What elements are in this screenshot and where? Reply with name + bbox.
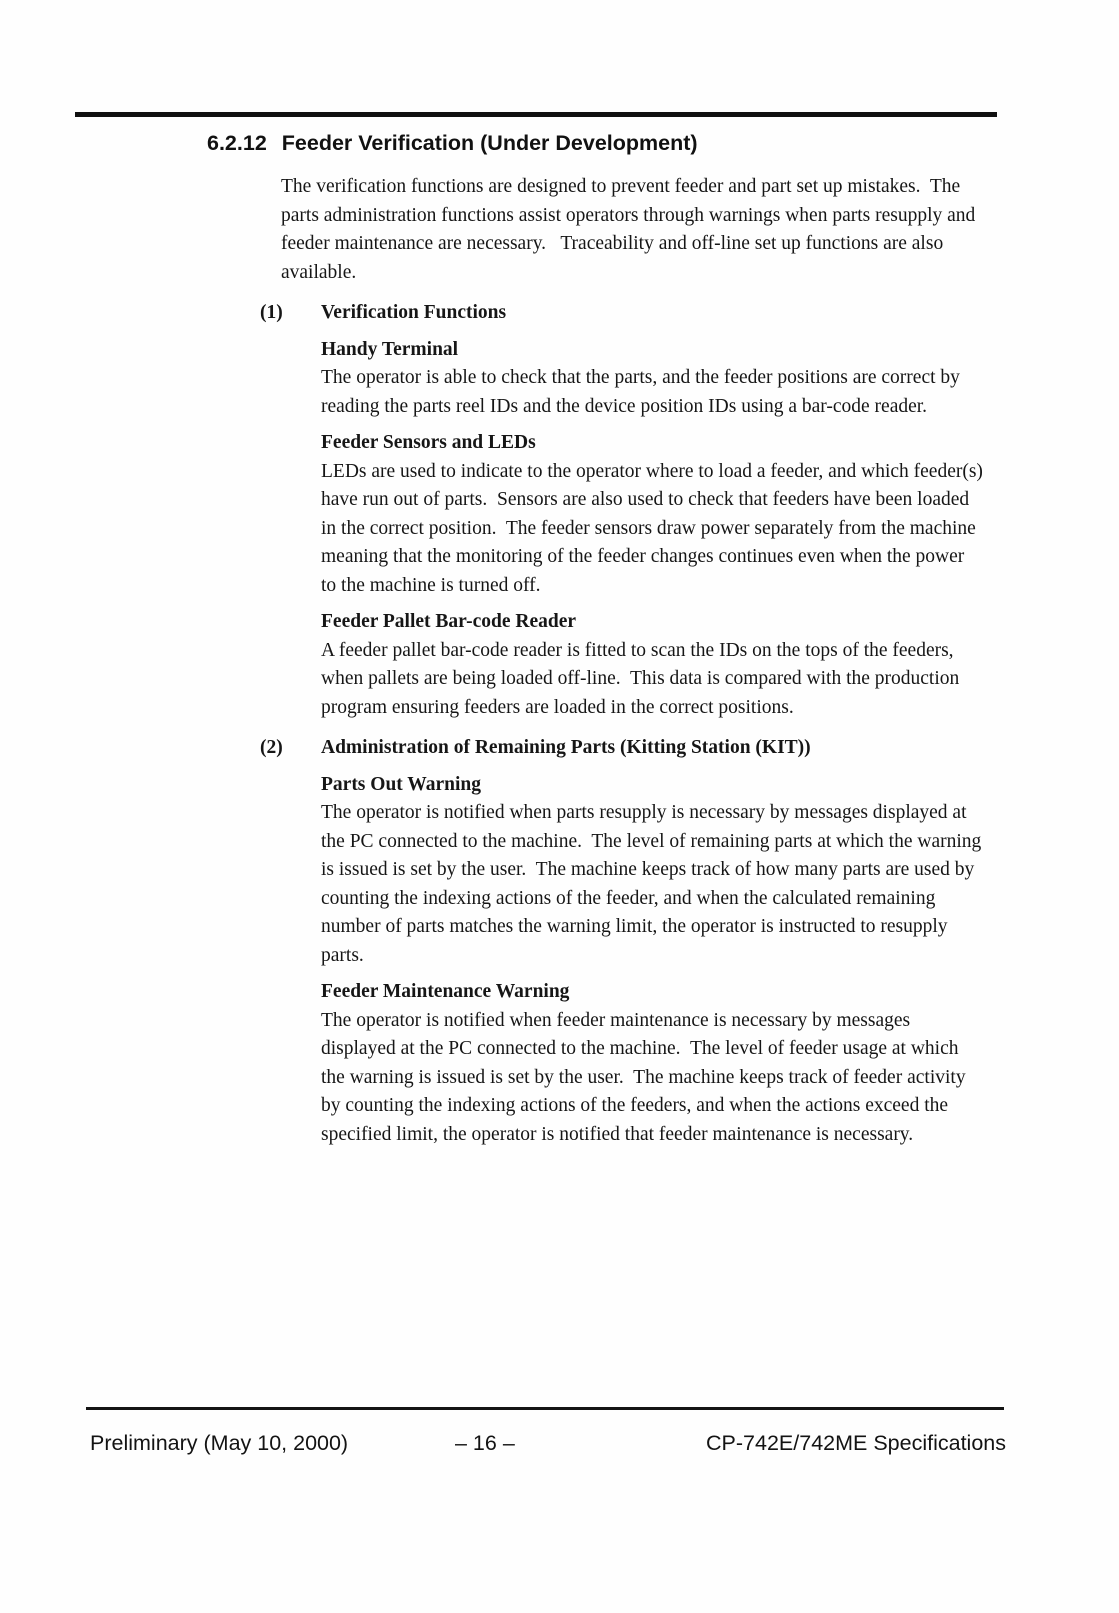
item-number: (1) [260, 302, 283, 323]
section-title: Feeder Verification (Under Development) [281, 131, 698, 155]
item-number: (2) [260, 737, 283, 758]
subsection-heading: Parts Out Warning [321, 773, 481, 795]
subsection-handy-terminal [321, 336, 983, 422]
intro-paragraph: The verification functions are designed to prevent feeder and part set up mistakes. The parts administration functions assist operators through warnings when parts resupply and feeder maintenance are necessary. Traceability and off-line set up functions are also available. [281, 176, 981, 283]
subsection-parts-out-warning [321, 771, 987, 971]
footer-document-status: Preliminary (May 10, 2000) [90, 1431, 349, 1455]
footer-rule [86, 1407, 1004, 1410]
footer-document-title: CP-742E/742ME Specifications [706, 1431, 1006, 1455]
subsection-body: A feeder pallet bar-code reader is fitted to scan the IDs on the tops of the feeders, when pallets are being loaded off-line. This data is compared with the production program ensuring feeders are loaded in the correct positions. [321, 639, 965, 718]
numbered-item-2 [260, 734, 1119, 763]
subsection-body: The operator is able to check that the parts, and the feeder positions are correct by reading the parts reel IDs and the device position IDs using a bar-code reader. [321, 367, 965, 417]
footer-page-number: – 16 – [455, 1431, 515, 1455]
numbered-item-1 [260, 299, 1119, 328]
subsection-heading: Feeder Pallet Bar-code Reader [321, 611, 577, 632]
subsection-body: The operator is notified when parts resupply is necessary by messages displayed at the PC connected to the machine. The level of remaining parts at which the warning is issued is set by the user. The machine keeps track of how many parts are used by counting the indexing actions of the feeder, and when the calculated remaining number of parts matches the warning limit, the operator is instructed to resupply parts. [321, 802, 987, 966]
subsection-heading: Feeder Maintenance Warning [321, 981, 570, 1002]
header-rule [75, 112, 997, 117]
page-footer [0, 1431, 1119, 1461]
subsection-body: The operator is notified when feeder maintenance is necessary by messages displayed at the PC connected to the machine. The level of feeder usage at which the warning is issued is set by the user. The machine keeps track of feeder activity by counting the indexing actions of the feeders, and when the actions exceed the specified limit, the operator is notified that feeder maintenance is necessary. [321, 1009, 971, 1145]
item-title: Administration of Remaining Parts (Kitting Station (KIT)) [321, 737, 811, 758]
section-heading [207, 130, 1119, 156]
subsection-pallet-barcode [321, 608, 983, 722]
subsection-feeder-sensors [321, 429, 988, 600]
subsection-body: LEDs are used to indicate to the operator where to load a feeder, and which feeder(s) have run out of parts. Sensors are also used to check that feeders have been loaded in the correct position. The feeder sensors draw power separately from the machine meaning that the monitoring of the feeder changes continues even when the power to the machine is turned off. [321, 460, 988, 596]
subsection-feeder-maintenance-warning [321, 978, 983, 1149]
section-number: 6.2.12 [207, 131, 267, 155]
subsection-heading: Handy Terminal [321, 338, 459, 360]
item-title: Verification Functions [321, 302, 507, 323]
subsection-heading: Feeder Sensors and LEDs [321, 432, 536, 453]
page-content [0, 130, 1119, 1149]
